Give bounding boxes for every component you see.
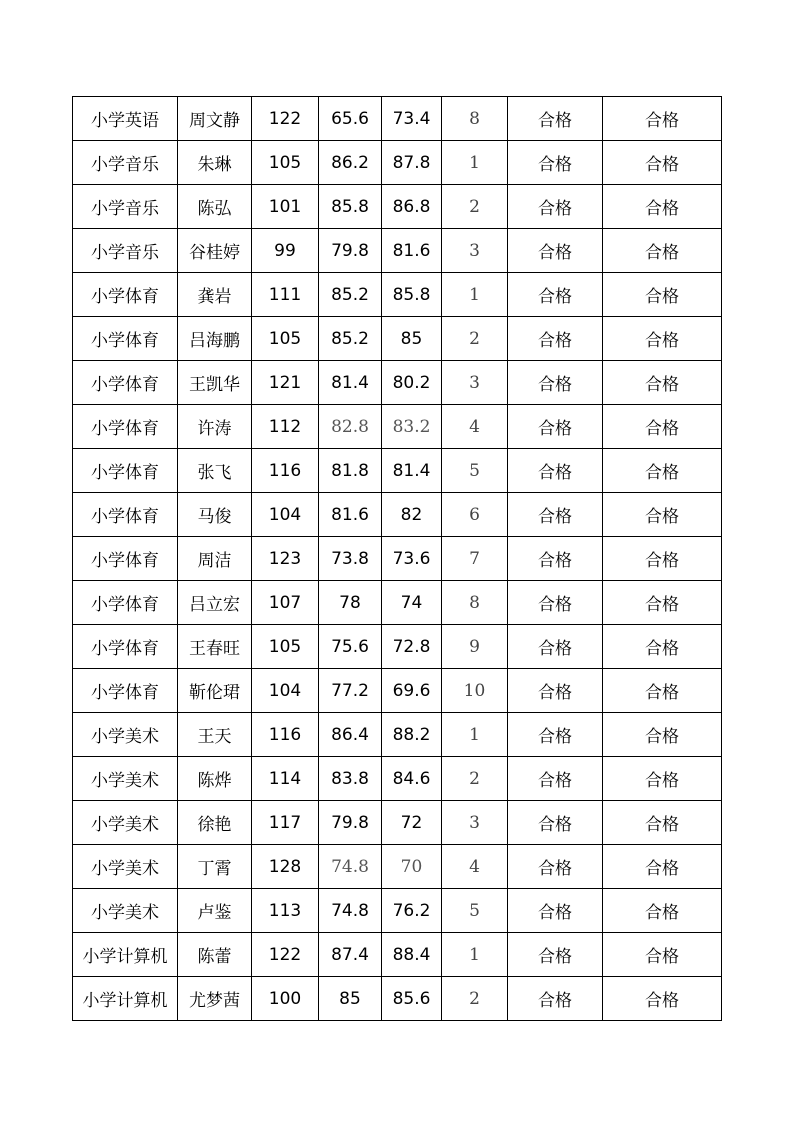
total-score-cell: 85.6 [382, 977, 442, 1021]
table-row [73, 713, 722, 757]
subject-cell: 小学音乐 [73, 185, 178, 229]
total-score-cell: 73.6 [382, 537, 442, 581]
rank-cell: 3 [442, 801, 508, 845]
total-score-cell: 80.2 [382, 361, 442, 405]
interview-score-cell: 85.2 [319, 317, 382, 361]
name-cell: 陈弘 [178, 185, 252, 229]
subject-cell: 小学音乐 [73, 141, 178, 185]
rank-cell: 1 [442, 141, 508, 185]
total-score-cell: 72 [382, 801, 442, 845]
name-cell: 徐艳 [178, 801, 252, 845]
table-row [73, 229, 722, 273]
total-score-cell: 88.2 [382, 713, 442, 757]
interview-score-cell: 79.8 [319, 229, 382, 273]
name-cell: 周洁 [178, 537, 252, 581]
name-cell: 龚岩 [178, 273, 252, 317]
rank-cell: 4 [442, 405, 508, 449]
inspection-cell: 合格 [603, 97, 722, 141]
table-row [73, 449, 722, 493]
written-score-cell: 113 [252, 889, 319, 933]
inspection-cell: 合格 [603, 625, 722, 669]
rank-cell: 2 [442, 977, 508, 1021]
name-cell: 卢鉴 [178, 889, 252, 933]
interview-score-cell: 85.8 [319, 185, 382, 229]
written-score-cell: 116 [252, 713, 319, 757]
name-cell: 陈蕾 [178, 933, 252, 977]
physical-exam-cell: 合格 [508, 405, 603, 449]
physical-exam-cell: 合格 [508, 97, 603, 141]
physical-exam-cell: 合格 [508, 141, 603, 185]
inspection-cell: 合格 [603, 537, 722, 581]
physical-exam-cell: 合格 [508, 845, 603, 889]
total-score-cell: 81.6 [382, 229, 442, 273]
interview-score-cell: 83.8 [319, 757, 382, 801]
subject-cell: 小学英语 [73, 97, 178, 141]
subject-cell: 小学体育 [73, 581, 178, 625]
total-score-cell: 76.2 [382, 889, 442, 933]
total-score-cell: 72.8 [382, 625, 442, 669]
subject-cell: 小学音乐 [73, 229, 178, 273]
table-row [73, 185, 722, 229]
interview-score-cell: 85 [319, 977, 382, 1021]
interview-score-cell: 81.4 [319, 361, 382, 405]
table-row [73, 625, 722, 669]
rank-cell: 9 [442, 625, 508, 669]
interview-score-cell: 82.8 [319, 405, 382, 449]
total-score-cell: 85 [382, 317, 442, 361]
rank-cell: 1 [442, 933, 508, 977]
physical-exam-cell: 合格 [508, 801, 603, 845]
interview-score-cell: 81.6 [319, 493, 382, 537]
results-table [72, 96, 722, 1021]
subject-cell: 小学美术 [73, 801, 178, 845]
physical-exam-cell: 合格 [508, 273, 603, 317]
physical-exam-cell: 合格 [508, 361, 603, 405]
name-cell: 吕海鹏 [178, 317, 252, 361]
table-row [73, 97, 722, 141]
written-score-cell: 101 [252, 185, 319, 229]
subject-cell: 小学美术 [73, 757, 178, 801]
name-cell: 丁霄 [178, 845, 252, 889]
interview-score-cell: 78 [319, 581, 382, 625]
table-row [73, 361, 722, 405]
rank-cell: 4 [442, 845, 508, 889]
inspection-cell: 合格 [603, 933, 722, 977]
written-score-cell: 100 [252, 977, 319, 1021]
physical-exam-cell: 合格 [508, 581, 603, 625]
subject-cell: 小学美术 [73, 889, 178, 933]
subject-cell: 小学体育 [73, 449, 178, 493]
interview-score-cell: 86.2 [319, 141, 382, 185]
interview-score-cell: 74.8 [319, 845, 382, 889]
inspection-cell: 合格 [603, 669, 722, 713]
physical-exam-cell: 合格 [508, 933, 603, 977]
written-score-cell: 112 [252, 405, 319, 449]
total-score-cell: 86.8 [382, 185, 442, 229]
interview-score-cell: 87.4 [319, 933, 382, 977]
name-cell: 陈烨 [178, 757, 252, 801]
rank-cell: 2 [442, 757, 508, 801]
subject-cell: 小学计算机 [73, 933, 178, 977]
table-row [73, 669, 722, 713]
total-score-cell: 74 [382, 581, 442, 625]
interview-score-cell: 79.8 [319, 801, 382, 845]
subject-cell: 小学美术 [73, 845, 178, 889]
table-row [73, 493, 722, 537]
written-score-cell: 122 [252, 933, 319, 977]
name-cell: 周文静 [178, 97, 252, 141]
written-score-cell: 105 [252, 625, 319, 669]
subject-cell: 小学体育 [73, 317, 178, 361]
written-score-cell: 111 [252, 273, 319, 317]
rank-cell: 8 [442, 97, 508, 141]
interview-score-cell: 74.8 [319, 889, 382, 933]
inspection-cell: 合格 [603, 713, 722, 757]
physical-exam-cell: 合格 [508, 317, 603, 361]
written-score-cell: 122 [252, 97, 319, 141]
written-score-cell: 123 [252, 537, 319, 581]
physical-exam-cell: 合格 [508, 449, 603, 493]
inspection-cell: 合格 [603, 273, 722, 317]
name-cell: 朱琳 [178, 141, 252, 185]
table-row [73, 273, 722, 317]
inspection-cell: 合格 [603, 185, 722, 229]
physical-exam-cell: 合格 [508, 537, 603, 581]
interview-score-cell: 85.2 [319, 273, 382, 317]
rank-cell: 7 [442, 537, 508, 581]
rank-cell: 3 [442, 361, 508, 405]
interview-score-cell: 81.8 [319, 449, 382, 493]
subject-cell: 小学体育 [73, 669, 178, 713]
total-score-cell: 82 [382, 493, 442, 537]
total-score-cell: 73.4 [382, 97, 442, 141]
rank-cell: 5 [442, 889, 508, 933]
table-row [73, 933, 722, 977]
written-score-cell: 121 [252, 361, 319, 405]
written-score-cell: 99 [252, 229, 319, 273]
inspection-cell: 合格 [603, 581, 722, 625]
subject-cell: 小学体育 [73, 405, 178, 449]
rank-cell: 2 [442, 317, 508, 361]
interview-score-cell: 86.4 [319, 713, 382, 757]
written-score-cell: 116 [252, 449, 319, 493]
physical-exam-cell: 合格 [508, 493, 603, 537]
inspection-cell: 合格 [603, 361, 722, 405]
inspection-cell: 合格 [603, 141, 722, 185]
total-score-cell: 69.6 [382, 669, 442, 713]
inspection-cell: 合格 [603, 229, 722, 273]
physical-exam-cell: 合格 [508, 757, 603, 801]
total-score-cell: 81.4 [382, 449, 442, 493]
total-score-cell: 88.4 [382, 933, 442, 977]
rank-cell: 5 [442, 449, 508, 493]
written-score-cell: 107 [252, 581, 319, 625]
written-score-cell: 128 [252, 845, 319, 889]
rank-cell: 6 [442, 493, 508, 537]
inspection-cell: 合格 [603, 449, 722, 493]
total-score-cell: 87.8 [382, 141, 442, 185]
table-row [73, 317, 722, 361]
total-score-cell: 70 [382, 845, 442, 889]
name-cell: 吕立宏 [178, 581, 252, 625]
table-row [73, 889, 722, 933]
table-row [73, 581, 722, 625]
written-score-cell: 104 [252, 493, 319, 537]
name-cell: 王天 [178, 713, 252, 757]
written-score-cell: 104 [252, 669, 319, 713]
interview-score-cell: 77.2 [319, 669, 382, 713]
table-row [73, 977, 722, 1021]
rank-cell: 8 [442, 581, 508, 625]
total-score-cell: 85.8 [382, 273, 442, 317]
physical-exam-cell: 合格 [508, 713, 603, 757]
subject-cell: 小学体育 [73, 493, 178, 537]
inspection-cell: 合格 [603, 845, 722, 889]
subject-cell: 小学计算机 [73, 977, 178, 1021]
written-score-cell: 105 [252, 317, 319, 361]
inspection-cell: 合格 [603, 889, 722, 933]
table-row [73, 757, 722, 801]
subject-cell: 小学体育 [73, 625, 178, 669]
interview-score-cell: 65.6 [319, 97, 382, 141]
total-score-cell: 83.2 [382, 405, 442, 449]
table-row [73, 801, 722, 845]
rank-cell: 10 [442, 669, 508, 713]
inspection-cell: 合格 [603, 317, 722, 361]
results-table-body [73, 97, 722, 1021]
written-score-cell: 117 [252, 801, 319, 845]
name-cell: 张飞 [178, 449, 252, 493]
rank-cell: 1 [442, 273, 508, 317]
rank-cell: 1 [442, 713, 508, 757]
subject-cell: 小学体育 [73, 361, 178, 405]
table-row [73, 537, 722, 581]
table-row [73, 405, 722, 449]
name-cell: 马俊 [178, 493, 252, 537]
name-cell: 尤梦茜 [178, 977, 252, 1021]
rank-cell: 2 [442, 185, 508, 229]
inspection-cell: 合格 [603, 977, 722, 1021]
subject-cell: 小学体育 [73, 537, 178, 581]
physical-exam-cell: 合格 [508, 669, 603, 713]
written-score-cell: 105 [252, 141, 319, 185]
inspection-cell: 合格 [603, 801, 722, 845]
interview-score-cell: 73.8 [319, 537, 382, 581]
rank-cell: 3 [442, 229, 508, 273]
name-cell: 谷桂婷 [178, 229, 252, 273]
name-cell: 靳伦珺 [178, 669, 252, 713]
subject-cell: 小学体育 [73, 273, 178, 317]
inspection-cell: 合格 [603, 493, 722, 537]
physical-exam-cell: 合格 [508, 977, 603, 1021]
inspection-cell: 合格 [603, 757, 722, 801]
physical-exam-cell: 合格 [508, 889, 603, 933]
written-score-cell: 114 [252, 757, 319, 801]
inspection-cell: 合格 [603, 405, 722, 449]
subject-cell: 小学美术 [73, 713, 178, 757]
table-row [73, 141, 722, 185]
physical-exam-cell: 合格 [508, 229, 603, 273]
name-cell: 王春旺 [178, 625, 252, 669]
physical-exam-cell: 合格 [508, 185, 603, 229]
name-cell: 王凯华 [178, 361, 252, 405]
total-score-cell: 84.6 [382, 757, 442, 801]
physical-exam-cell: 合格 [508, 625, 603, 669]
table-row [73, 845, 722, 889]
interview-score-cell: 75.6 [319, 625, 382, 669]
name-cell: 许涛 [178, 405, 252, 449]
